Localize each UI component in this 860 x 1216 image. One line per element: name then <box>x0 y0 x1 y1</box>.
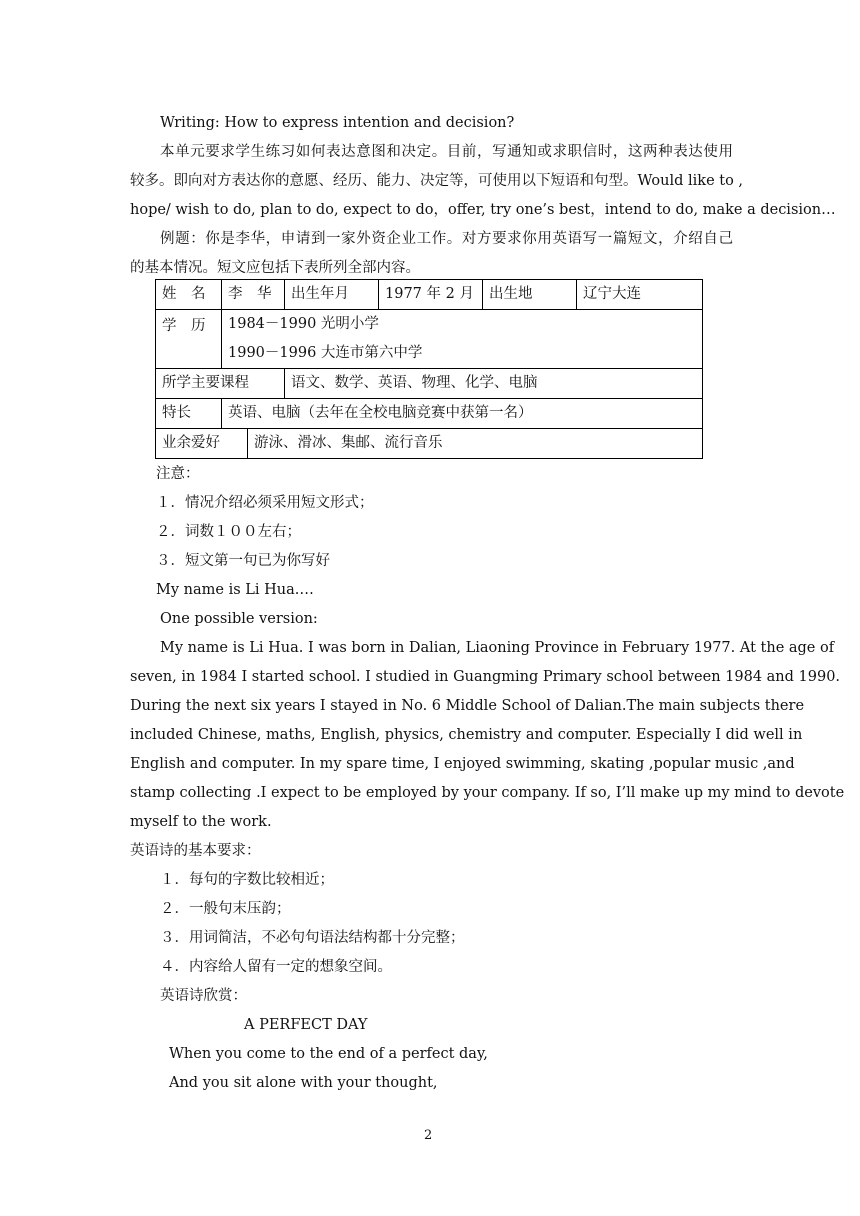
poem-requirement-2: ２．一般句末压韵； <box>160 901 291 917</box>
birthplace-value: 辽宁大连 <box>577 280 703 310</box>
poem-requirement-4: ４．内容给人留有一定的想象空间。 <box>160 959 392 975</box>
personal-info-table <box>155 279 703 459</box>
note-item-3: ３．短文第一句已为你写好 <box>156 553 330 569</box>
courses-label: 所学主要课程 <box>156 369 285 399</box>
version-line-6: stamp collecting .I expect to be employed by your company. If so, I’ll make up my mind to devote <box>130 785 845 801</box>
version-title: One possible version: <box>160 611 318 627</box>
education-entry-2: 1990－1996 大连市第六中学 <box>228 345 423 361</box>
hobby-value: 游泳、滑冰、集邮、流行音乐 <box>248 429 703 459</box>
poem-appreciation-title: 英语诗欣赏： <box>160 988 247 1004</box>
poem-title: A PERFECT DAY <box>244 1017 368 1033</box>
birth-value: 1977 年 2 月 <box>379 280 483 310</box>
poem-line-1: When you come to the end of a perfect day, <box>169 1046 488 1062</box>
intro-line-1: 本单元要求学生练习如何表达意图和决定。目前，写通知或求职信时，这两种表达使用 <box>160 144 733 160</box>
notes-title: 注意： <box>156 466 200 482</box>
page-number: 2 <box>424 1128 433 1143</box>
note-item-2: ２．词数１００左右； <box>156 524 301 540</box>
note-item-1: １．情况介绍必须采用短文形式； <box>156 495 374 511</box>
name-label: 姓 名 <box>156 280 222 310</box>
hobby-label: 业余爱好 <box>156 429 248 459</box>
specialty-label: 特长 <box>156 399 222 429</box>
intro-line-3: hope/ wish to do, plan to do, expect to do，offer, try one’s best，intend to do, make a decision… <box>130 202 836 218</box>
poem-line-2: And you sit alone with your thought, <box>169 1075 438 1091</box>
version-line-7: myself to the work. <box>130 814 272 830</box>
name-value: 李 华 <box>222 280 285 310</box>
education-value <box>222 310 703 369</box>
birthplace-label: 出生地 <box>483 280 577 310</box>
writing-heading: Writing: How to express intention and decision? <box>160 115 515 131</box>
first-sentence: My name is Li Hua.… <box>156 582 314 598</box>
version-line-5: English and computer. In my spare time, I enjoyed swimming, skating ,popular music ,and <box>130 756 795 772</box>
version-line-1: My name is Li Hua. I was born in Dalian, Liaoning Province in February 1977. At the age of <box>160 640 835 656</box>
version-line-2: seven, in 1984 I started school. I studied in Guangming Primary school between 1984 and 1990. <box>130 669 841 685</box>
example-line-1: 例题：你是李华，申请到一家外资企业工作。对方要求你用英语写一篇短文，介绍自己 <box>160 231 733 247</box>
version-line-4: included Chinese, maths, English, physics, chemistry and computer. Especially I did well in <box>130 727 803 743</box>
courses-value: 语文、数学、英语、物理、化学、电脑 <box>285 369 703 399</box>
poem-requirements-title: 英语诗的基本要求： <box>130 843 261 859</box>
specialty-value: 英语、电脑（去年在全校电脑竞赛中获第一名） <box>222 399 703 429</box>
birth-label: 出生年月 <box>285 280 379 310</box>
education-label: 学 历 <box>156 310 222 369</box>
example-line-2: 的基本情况。短文应包括下表所列全部内容。 <box>130 260 420 276</box>
poem-requirement-1: １．每句的字数比较相近； <box>160 872 334 888</box>
version-line-3: During the next six years I stayed in No. 6 Middle School of Dalian.The main subjects there <box>130 698 805 714</box>
intro-line-2: 较多。即向对方表达你的意愿、经历、能力、决定等，可使用以下短语和句型。Would like to , <box>130 173 744 189</box>
poem-requirement-3: ３．用词简洁，不必句句语法结构都十分完整； <box>160 930 465 946</box>
education-entry-1: 1984－1990 光明小学 <box>228 316 379 332</box>
